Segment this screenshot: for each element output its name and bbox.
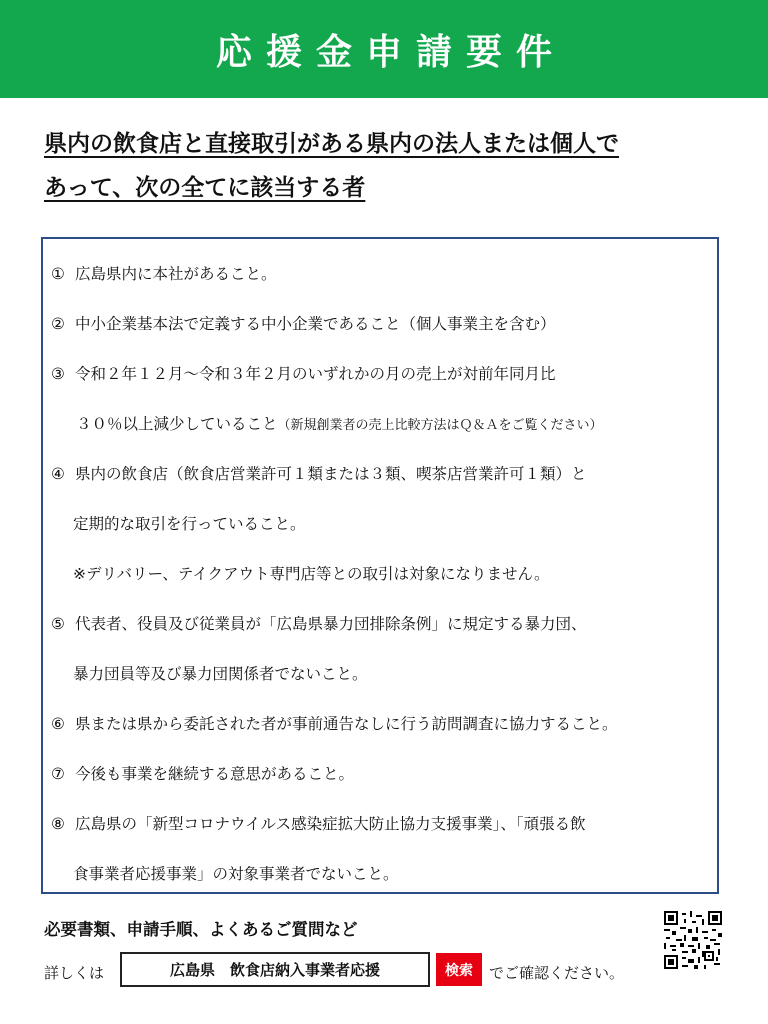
requirement-4-note xyxy=(51,562,717,584)
search-button[interactable]: 検索 xyxy=(436,953,482,986)
requirement-text: 中小企業基本法で定義する中小企業であること（個人事業主を含む） xyxy=(75,315,556,333)
requirement-7 xyxy=(51,762,717,784)
requirement-continuation: 食事業者応援事業」の対象事業者でないこと。 xyxy=(73,865,399,883)
requirement-text: 県内の飲食店（飲食店営業許可１類または３類、喫茶店営業許可１類）と xyxy=(75,465,587,483)
footer-title: 必要書類、申請手順、よくあるご質問など xyxy=(44,920,358,939)
lead-statement xyxy=(44,122,744,210)
requirements-box xyxy=(41,237,719,894)
requirement-6 xyxy=(51,712,717,734)
requirement-4-continuation xyxy=(51,512,717,534)
qr-code-icon[interactable] xyxy=(664,911,722,969)
requirement-number: ⑧ xyxy=(51,815,65,833)
lead-line-1: 県内の飲食店と直接取引がある県内の法人または個人で xyxy=(44,131,619,157)
requirement-number: ⑤ xyxy=(51,615,65,633)
requirement-1 xyxy=(51,262,717,284)
requirement-note: （新規創業者の売上比較方法はＱ＆Ａをご覧ください） xyxy=(277,418,603,433)
requirement-continuation: 暴力団員等及び暴力団関係者でないこと。 xyxy=(73,665,368,683)
footer-prefix: 詳しくは xyxy=(44,964,105,982)
requirement-text: 令和２年１２月～令和３年２月のいずれかの月の売上が対前年同月比 xyxy=(75,365,556,383)
requirement-text: 広島県の「新型コロナウイルス感染症拡大防止協力支援事業」、「頑張る飲 xyxy=(75,815,586,833)
requirement-3-continuation xyxy=(51,412,717,434)
requirement-8-continuation xyxy=(51,862,717,884)
requirement-number: ② xyxy=(51,315,65,333)
requirement-text: 今後も事業を継続する意思があること。 xyxy=(75,765,355,783)
requirement-2 xyxy=(51,312,717,334)
lead-line-2: あって、次の全てに該当する者 xyxy=(44,175,366,201)
requirement-number: ③ xyxy=(51,365,65,383)
requirement-5 xyxy=(51,612,717,634)
requirement-text: 県または県から委託された者が事前通告なしに行う訪問調査に協力すること。 xyxy=(75,715,618,733)
header-banner xyxy=(0,0,768,98)
footer-suffix: でご確認ください。 xyxy=(489,964,625,982)
requirement-5-continuation xyxy=(51,662,717,684)
requirement-continuation: 定期的な取引を行っていること。 xyxy=(73,515,306,533)
page-title: 応援金申請要件 xyxy=(215,31,566,73)
requirement-note: ※デリバリー、テイクアウト専門店等との取引は対象になりません。 xyxy=(73,565,550,583)
requirement-text: 広島県内に本社があること。 xyxy=(75,265,277,283)
requirement-number: ① xyxy=(51,265,65,283)
requirement-3 xyxy=(51,362,717,384)
requirement-4 xyxy=(51,462,717,484)
search-keyword-box: 広島県 飲食店納入事業者応援 xyxy=(120,952,430,987)
requirement-continuation: ３０％以上減少していること xyxy=(76,415,278,433)
requirement-8 xyxy=(51,812,717,834)
requirement-number: ⑦ xyxy=(51,765,65,783)
requirement-text: 代表者、役員及び従業員が「広島県暴力団排除条例」に規定する暴力団、 xyxy=(75,615,587,633)
requirement-number: ④ xyxy=(51,465,65,483)
requirement-number: ⑥ xyxy=(51,715,65,733)
